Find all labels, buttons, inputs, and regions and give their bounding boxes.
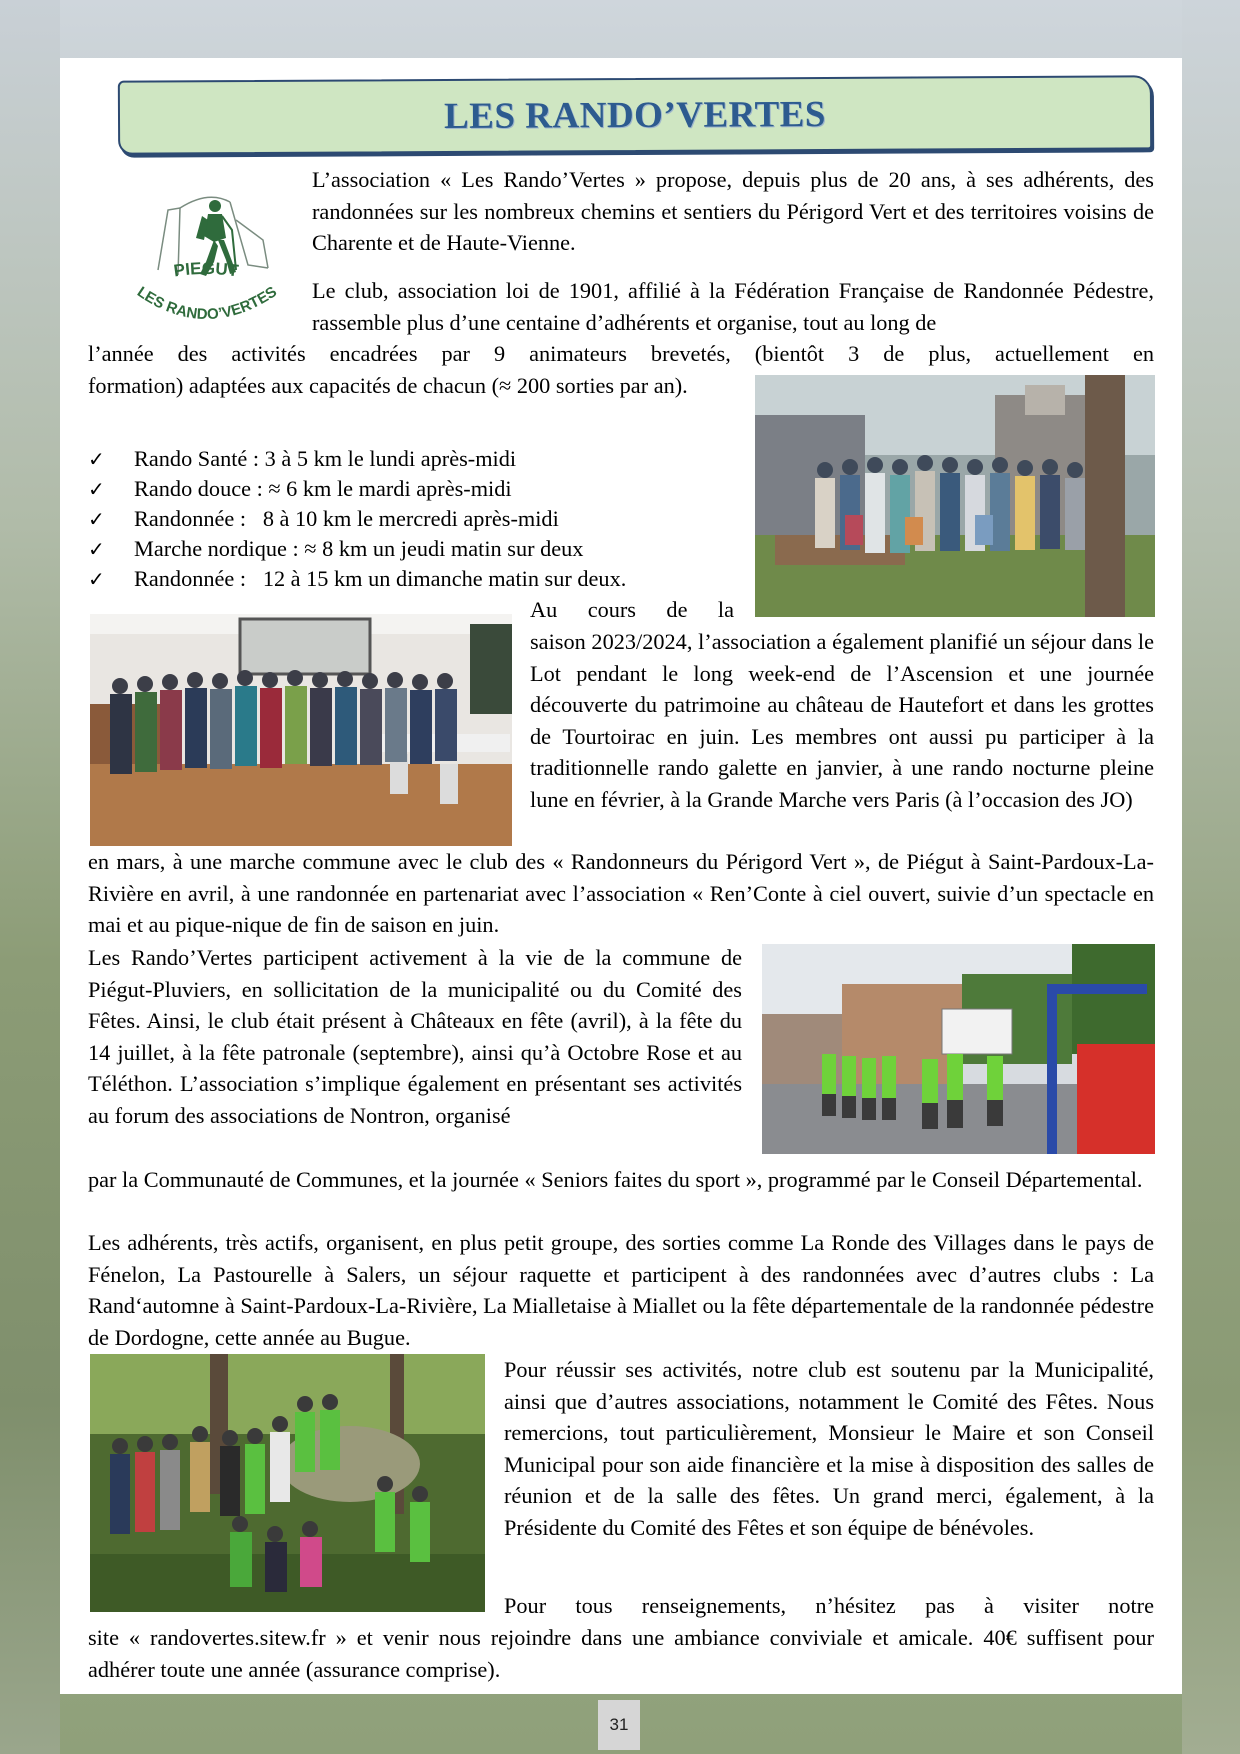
page-title: LES RANDO’VERTES — [443, 93, 827, 137]
hiker-logo-icon — [118, 180, 293, 340]
background-left — [0, 0, 60, 1754]
logo-top-text: PIEGUT — [172, 258, 240, 281]
list-item: ✓ Randonnée : 12 à 15 km un dimanche matin sur deux. — [88, 564, 738, 594]
contact-paragraph-part1: Pour tous renseignements, n’hésitez pas à visiter notre — [504, 1593, 1154, 1618]
parade-photo — [762, 944, 1155, 1154]
outings-paragraph: Les adhérents, très actifs, organisent, en plus petit groupe, des sorties comme La Ronde des Villages dans le pays de Fénelon, La Pastourelle à Salers, un séjour raquette et participent à des randonnées avec d’autres clubs : La Rand‘automne à Saint-Pardoux-La-Rivière, La Mialletaise à Miallet ou la fête départementale de la randonnée pédestre de Dordogne, cette année au Bugue. — [88, 1230, 1154, 1350]
page-number: 31 — [598, 1700, 640, 1750]
logo-bottom-text: LES RANDO’VERTES — [133, 283, 280, 324]
checkmark-icon: ✓ — [88, 567, 105, 591]
group-photo-hall — [90, 614, 512, 846]
season-paragraph-part3: en mars, à une marche commune avec le club des « Randonneurs du Périgord Vert », de Piégut à Saint-Pardoux-La-Rivière en avril, à une randonnée en partenariat avec l’association « Ren’Conte à ciel ouvert, suivie d’un spectacle en mai et au pique-nique de fin de saison en juin. — [88, 849, 1154, 937]
intro-paragraph: L’association « Les Rando’Vertes » propose, depuis plus de 20 ans, à ses adhérents, des randonnées sur les nombreux chemins et sentiers du Périgord Vert et des territoires voisins de Charente et de Haute-Vienne. — [312, 167, 1154, 255]
thanks-paragraph: Pour réussir ses activités, notre club est soutenu par la Municipalité, ainsi que d’autres associations, notamment le Comité des Fêtes. Nous remercions, tout particulièrement, Monsieur le Maire et son Conseil Municipal pour son aide financière et la mise à disposition des salles de réunion et de la salle des fêtes. Un grand merci, également, à la Présidente du Comité des Fêtes et son équipe de bénévoles. — [504, 1357, 1154, 1540]
checkmark-icon: ✓ — [88, 477, 105, 501]
background-right — [1182, 0, 1240, 1754]
checkmark-icon: ✓ — [88, 537, 105, 561]
list-item: ✓ Rando douce : ≈ 6 km le mardi après-midi — [88, 474, 738, 504]
club-logo — [118, 180, 293, 340]
club-paragraph-part2: l’année des activités encadrées par 9 animateurs brevetés, (bientôt 3 de plus, actuellement en — [88, 341, 1154, 366]
activities-list — [88, 444, 738, 594]
svg-text:LES RANDO’VERTES — [134, 283, 280, 323]
group-photo-chalets — [755, 375, 1155, 617]
list-item: ✓ Rando Santé : 3 à 5 km le lundi après-midi — [88, 444, 738, 474]
season-paragraph-part1: Au cours de la — [530, 597, 734, 622]
title-banner — [118, 75, 1152, 154]
commune-paragraph-part2: par la Communauté de Communes, et la journée « Seniors faites du sport », programmé par le Conseil Départemental. — [88, 1167, 1143, 1192]
commune-paragraph-part1: Les Rando’Vertes participent activement à la vie de la commune de Piégut-Pluviers, en sollicitation de la municipalité ou du Comité des Fêtes. Ainsi, le club était présent à Châteaux en fête (avril), à la fête du 14 juillet, à la fête patronale (septembre), ainsi qu’à Octobre Rose et au Téléthon. L’association s’implique également en présentant ses activités au forum des associations de Nontron, organisé — [88, 945, 742, 1128]
season-paragraph-part2: saison 2023/2024, l’association a également planifié un séjour dans le Lot pendant le long week-end de l’Ascension et une journée découverte du patrimoine au château de Hautefort et dans les grottes de Tourtoirac en juin. Les membres ont aussi pu participer à la traditionnelle rando galette en janvier, à une rando nocturne pleine lune en février, à la Grande Marche vers Paris (à l’occasion des JO) — [530, 629, 1154, 812]
svg-text:PIEGUT — [172, 259, 240, 281]
club-paragraph-part1: Le club, association loi de 1901, affilié à la Fédération Française de Randonnée Pédestre, rassemble plus d’une centaine d’adhérents et organise, tout au long de — [312, 278, 1154, 335]
checkmark-icon: ✓ — [88, 447, 105, 471]
checkmark-icon: ✓ — [88, 507, 105, 531]
list-item: ✓ Marche nordique : ≈ 8 km un jeudi matin sur deux — [88, 534, 738, 564]
contact-paragraph-part2: site « randovertes.sitew.fr » et venir nous rejoindre dans une ambiance conviviale et amicale. 40€ suffisent pour adhérer toute une année (assurance comprise). — [88, 1625, 1154, 1682]
club-paragraph-part3: formation) adaptées aux capacités de chacun (≈ 200 sorties par an). — [88, 373, 688, 398]
list-item: ✓ Randonnée : 8 à 10 km le mercredi après-midi — [88, 504, 738, 534]
forest-group-photo — [90, 1354, 485, 1612]
